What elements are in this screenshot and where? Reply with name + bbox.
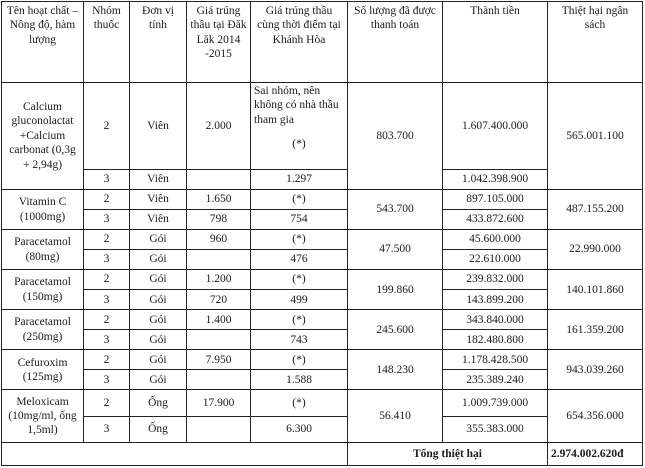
- drug-group-cell: 2: [84, 310, 130, 330]
- daklak-price-cell: 720: [187, 290, 251, 310]
- budget-damage-cell: 161.359.200: [548, 310, 643, 350]
- drug-group-cell: 2: [84, 350, 130, 370]
- amount-cell: 1.178.428.500: [443, 350, 548, 370]
- drug-group-cell: 3: [84, 169, 130, 189]
- drug-group-cell: 3: [84, 250, 130, 270]
- khanhhoa-price-cell: (*): [251, 390, 348, 417]
- drug-name-cell: Paracetamol (250mg): [2, 310, 84, 350]
- budget-damage-cell: 487.155.200: [548, 189, 643, 229]
- paid-quantity-cell: 56.410: [348, 390, 443, 443]
- daklak-price-cell: 7.950: [187, 350, 251, 370]
- daklak-price-cell: 1.400: [187, 310, 251, 330]
- daklak-price-cell: [187, 370, 251, 390]
- table-row: [2, 350, 643, 370]
- khanhhoa-price-cell: 754: [251, 210, 348, 230]
- drug-name-cell: Meloxicam (10mg/ml, ống 1,5ml): [2, 390, 84, 443]
- header-row: [2, 2, 643, 83]
- unit-cell: Gói: [130, 350, 187, 370]
- khanhhoa-price-cell: (*): [251, 310, 348, 330]
- table-row: [2, 390, 643, 417]
- drug-price-damage-table: [1, 1, 643, 466]
- amount-cell: 1.042.398.900: [443, 169, 548, 189]
- table-row: [2, 417, 643, 443]
- amount-cell: 897.105.000: [443, 189, 548, 209]
- table-row: [2, 330, 643, 350]
- unit-cell: Ống: [130, 390, 187, 417]
- budget-damage-cell: 943.039.260: [548, 350, 643, 390]
- drug-group-cell: 3: [84, 417, 130, 443]
- unit-cell: Gói: [130, 290, 187, 310]
- header-budget-damage: Thiệt hại ngân sách: [548, 2, 643, 83]
- unit-cell: Gói: [130, 310, 187, 330]
- drug-group-cell: 2: [84, 390, 130, 417]
- paid-quantity-cell: 543.700: [348, 189, 443, 229]
- budget-damage-cell: 22.990.000: [548, 230, 643, 270]
- amount-cell: 45.600.000: [443, 230, 548, 250]
- unit-cell: Gói: [130, 370, 187, 390]
- daklak-price-cell: 798: [187, 210, 251, 230]
- total-label: Tổng thiệt hại: [348, 443, 548, 466]
- drug-group-cell: 2: [84, 230, 130, 250]
- khanhhoa-price-cell: 476: [251, 250, 348, 270]
- header-khanhhoa-price: Giá trúng thầu cùng thời điểm tại Khánh Hòa: [251, 2, 348, 83]
- daklak-price-cell: [187, 169, 251, 189]
- unit-cell: Gói: [130, 270, 187, 290]
- khanhhoa-price-cell: 743: [251, 330, 348, 350]
- unit-cell: Ống: [130, 417, 187, 443]
- amount-cell: 343.840.000: [443, 310, 548, 330]
- budget-damage-cell: 565.001.100: [548, 83, 643, 190]
- khanhhoa-price-cell: 1.297: [251, 169, 348, 189]
- daklak-price-cell: [187, 330, 251, 350]
- drug-group-cell: 2: [84, 270, 130, 290]
- daklak-price-cell: 1.650: [187, 189, 251, 209]
- header-amount: Thành tiền: [443, 2, 548, 83]
- unit-cell: Gói: [130, 230, 187, 250]
- header-paid-quantity: Số lượng đã được thanh toán: [348, 2, 443, 83]
- daklak-price-cell: [187, 250, 251, 270]
- table-row: [2, 210, 643, 230]
- drug-group-cell: 2: [84, 189, 130, 209]
- daklak-price-cell: [187, 417, 251, 443]
- paid-quantity-cell: 245.600: [348, 310, 443, 350]
- amount-cell: 143.899.200: [443, 290, 548, 310]
- daklak-price-cell: 960: [187, 230, 251, 250]
- table-row: [2, 250, 643, 270]
- table-row: [2, 270, 643, 290]
- drug-group-cell: 3: [84, 210, 130, 230]
- amount-cell: 1.607.400.000: [443, 83, 548, 170]
- paid-quantity-cell: 199.860: [348, 270, 443, 310]
- drug-name-cell: Cefuroxim (125mg): [2, 350, 84, 390]
- table-row: [2, 189, 643, 209]
- amount-cell: 22.610.000: [443, 250, 548, 270]
- header-drug-name: Tên hoạt chất – Nông độ, hàm lượng: [2, 2, 84, 83]
- unit-cell: Gói: [130, 250, 187, 270]
- unit-cell: Viên: [130, 83, 187, 170]
- table-row: [2, 230, 643, 250]
- daklak-price-cell: 1.200: [187, 270, 251, 290]
- daklak-price-cell: 17.900: [187, 390, 251, 417]
- amount-cell: 239.832.000: [443, 270, 548, 290]
- daklak-price-cell: 2.000: [187, 83, 251, 170]
- header-drug-group: Nhóm thuốc: [84, 2, 130, 83]
- khanhhoa-price-cell: 1.588: [251, 370, 348, 390]
- drug-name-cell: Paracetamol (150mg): [2, 270, 84, 310]
- khanhhoa-note: Sai nhóm, nên không có nhà thầu tham gia: [254, 85, 339, 126]
- drug-group-cell: 3: [84, 370, 130, 390]
- khanhhoa-price-cell: (*): [251, 270, 348, 290]
- amount-cell: 235.389.240: [443, 370, 548, 390]
- paid-quantity-cell: 47.500: [348, 230, 443, 270]
- table-row: [2, 169, 643, 189]
- drug-name-cell: Vitamin C (1000mg): [2, 189, 84, 229]
- amount-cell: 433.872.600: [443, 210, 548, 230]
- header-unit: Đơn vị tính: [130, 2, 187, 83]
- header-daklak-price: Giá trúng thầu tại Đăk Lăk 2014 -2015: [187, 2, 251, 83]
- budget-damage-cell: 654.356.000: [548, 390, 643, 443]
- unit-cell: Viên: [130, 189, 187, 209]
- drug-group-cell: 2: [84, 83, 130, 170]
- khanhhoa-price-cell: (*): [251, 230, 348, 250]
- drug-name-cell: Calcium gluconolactat +Calcium carbonat (0,3g + 2,94g): [2, 83, 84, 190]
- table-row: [2, 310, 643, 330]
- khanhhoa-price-cell: 6.300: [251, 417, 348, 443]
- amount-cell: 182.480.800: [443, 330, 548, 350]
- table-row: [2, 370, 643, 390]
- khanhhoa-price-cell: (*): [251, 189, 348, 209]
- khanhhoa-price-cell: (*): [251, 350, 348, 370]
- unit-cell: Gói: [130, 330, 187, 350]
- paid-quantity-cell: 803.700: [348, 83, 443, 190]
- total-value: 2.974.002.620đ: [548, 443, 643, 466]
- paid-quantity-cell: 148.230: [348, 350, 443, 390]
- table-row: [2, 83, 643, 170]
- drug-name-cell: Paracetamol (80mg): [2, 230, 84, 270]
- total-row: [2, 443, 643, 466]
- khanhhoa-price-cell: 499: [251, 290, 348, 310]
- unit-cell: Viên: [130, 210, 187, 230]
- unit-cell: Viên: [130, 169, 187, 189]
- amount-cell: 355.383.000: [443, 417, 548, 443]
- drug-group-cell: 3: [84, 330, 130, 350]
- khanhhoa-price-value: (*): [292, 138, 306, 151]
- table-row: [2, 290, 643, 310]
- budget-damage-cell: 140.101.860: [548, 270, 643, 310]
- drug-group-cell: 3: [84, 290, 130, 310]
- amount-cell: 1.009.739.000: [443, 390, 548, 417]
- khanhhoa-price-cell: [251, 83, 348, 170]
